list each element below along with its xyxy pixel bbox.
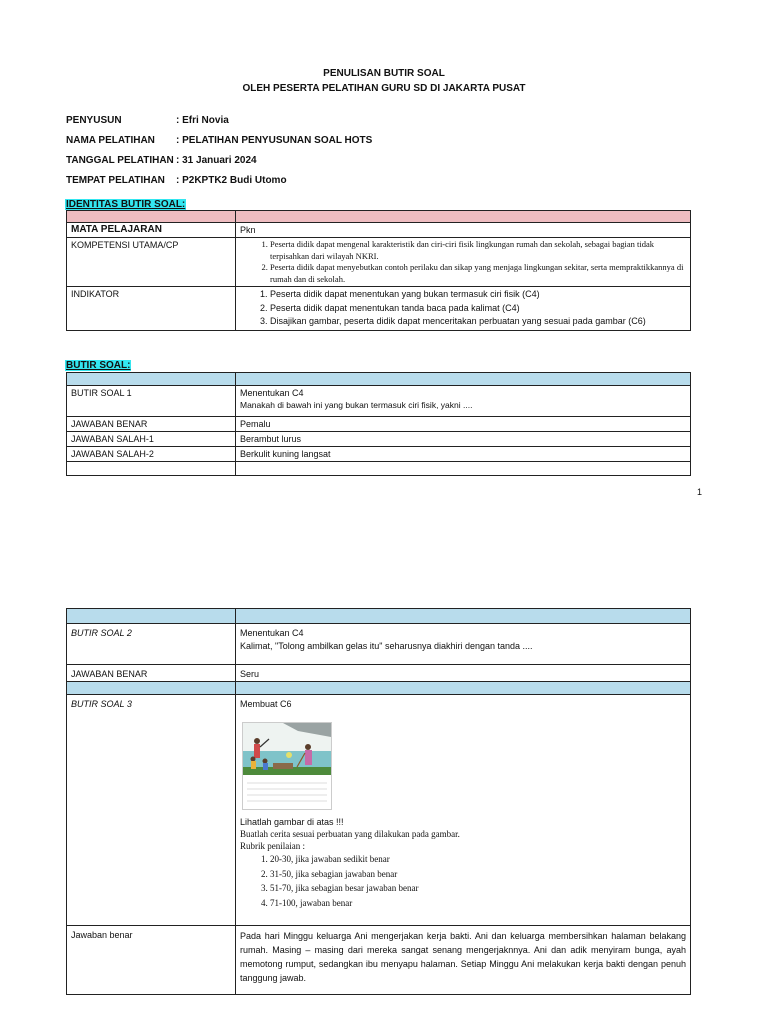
table-row (67, 624, 691, 665)
meta-label-penyusun: PENYUSUN (66, 115, 122, 126)
meta-value-penyusun: : Efri Novia (176, 115, 229, 126)
table-row (67, 223, 691, 238)
butir-heading-wrap (65, 355, 131, 373)
table-row (67, 695, 691, 926)
soal3-jb-label: Jawaban benar (67, 926, 236, 995)
family-cleaning-illustration (243, 723, 331, 809)
doc-title-line2: OLEH PESERTA PELATIHAN GURU SD DI JAKARTA PUSAT (242, 83, 526, 94)
soal1-label: BUTIR SOAL 1 (67, 386, 236, 417)
indikator-cell (236, 287, 691, 331)
soal1-level: Menentukan C4 (240, 388, 304, 398)
table-row (67, 238, 691, 287)
table-row (67, 462, 691, 476)
table-row (67, 386, 691, 417)
meta-label-tanggal: TANGGAL PELATIHAN (66, 155, 174, 166)
meta-value-nama-pelatihan: : PELATIHAN PENYUSUNAN SOAL HOTS (176, 135, 373, 146)
indikator-label: INDIKATOR (67, 287, 236, 331)
kompetensi-cell (236, 238, 691, 287)
blue-band-row (67, 682, 691, 695)
soal2-3-table (66, 608, 691, 995)
soal1-js2-value: Berkulit kuning langsat (236, 447, 691, 462)
mapel-label: MATA PELAJARAN (67, 223, 236, 238)
soal1-js1-label: JAWABAN SALAH-1 (67, 432, 236, 447)
table-row (67, 926, 691, 995)
list-item: 4. 71-100, jawaban benar (270, 896, 686, 911)
list-item: 2. 31-50, jika sebagian jawaban benar (270, 867, 686, 882)
doc-title-line1: PENULISAN BUTIR SOAL (323, 68, 445, 79)
kompetensi-label: KOMPETENSI UTAMA/CP (67, 238, 236, 287)
mapel-value: Pkn (236, 223, 691, 238)
soal3-jb-value: Pada hari Minggu keluarga Ani mengerjakan kerja bakti. Ani dan keluarga membersihkan halaman belakang rumah. Masing – masing dari mereka sangat senang mengerjaknnya. Ani dan adik menyiram bunga, ayah memotong rumput, sedangkan ibu menyapu halaman. Setiap Minggu Ani melakukan kerja bakti dengan penuh tanggung jawab. (236, 926, 691, 995)
table-row (67, 447, 691, 462)
soal2-jb-label: JAWABAN BENAR (67, 665, 236, 682)
page-number: 1 (697, 487, 703, 497)
table-row (67, 287, 691, 331)
meta-value-tempat: : P2KPTK2 Budi Utomo (176, 175, 287, 186)
soal1-table (66, 372, 691, 476)
list-item: 1. 20-30, jika jawaban sedikit benar (270, 852, 686, 867)
soal3-task: Buatlah cerita sesuai perbuatan yang dilakukan pada gambar. (240, 829, 460, 839)
meta-label-tempat: TEMPAT PELATIHAN (66, 175, 165, 186)
blue-band-row (67, 609, 691, 624)
meta-label-nama-pelatihan: NAMA PELATIHAN (66, 135, 155, 146)
soal2-content (236, 624, 691, 665)
butir-heading: BUTIR SOAL: (66, 360, 131, 371)
rubrik-list (240, 852, 686, 910)
soal2-jb-value: Seru (236, 665, 691, 682)
soal3-instruction: Lihatlah gambar di atas !!! (240, 817, 344, 827)
list-item: 2. Peserta didik dapat menyebutkan contoh perilaku dan sikap yang menjaga lingkungan sekitar, serta mempraktikkannya di rumah dan di sekolah. (270, 262, 686, 285)
meta-value-tanggal: : 31 Januari 2024 (176, 155, 257, 166)
soal3-level: Membuat C6 (240, 699, 292, 709)
table-row (67, 417, 691, 432)
illustration-image (242, 722, 332, 810)
list-item: 3. 51-70, jika sebagian besar jawaban benar (270, 881, 686, 896)
soal2-level: Menentukan C4 (240, 628, 304, 638)
list-item: 1. Peserta didik dapat menentukan yang bukan termasuk ciri fisik (C4) (270, 288, 686, 302)
soal1-js2-label: JAWABAN SALAH-2 (67, 447, 236, 462)
soal1-js1-value: Berambut lurus (236, 432, 691, 447)
soal1-question: Manakah di bawah ini yang bukan termasuk ciri fisik, yakni .... (240, 400, 473, 410)
table-row (67, 432, 691, 447)
soal1-jb-label: JAWABAN BENAR (67, 417, 236, 432)
list-item: 3. Disajikan gambar, peserta didik dapat menceritakan perbuatan yang sesuai pada gambar (C6) (270, 315, 686, 329)
soal2-label: BUTIR SOAL 2 (67, 624, 236, 665)
soal3-rubrik-label: Rubrik penilaian : (240, 841, 305, 851)
soal1-content (236, 386, 691, 417)
soal1-jb-value: Pemalu (236, 417, 691, 432)
pink-band-row (67, 211, 691, 223)
blue-band-row (67, 373, 691, 386)
identitas-table (66, 210, 691, 331)
soal3-label: BUTIR SOAL 3 (67, 695, 236, 926)
soal2-question: Kalimat, "Tolong ambilkan gelas itu" seharusnya diakhiri dengan tanda .... (240, 641, 533, 651)
identitas-heading: IDENTITAS BUTIR SOAL: (66, 199, 186, 210)
table-row (67, 665, 691, 682)
list-item: 2. Peserta didik dapat menentukan tanda baca pada kalimat (C4) (270, 302, 686, 316)
list-item: 1. Peserta didik dapat mengenal karakteristik dan ciri-ciri fisik lingkungan rumah dan sekolah, sebagai bagian tidak terpisahkan dari wilayah NKRI. (270, 239, 686, 262)
soal3-content (236, 695, 691, 926)
